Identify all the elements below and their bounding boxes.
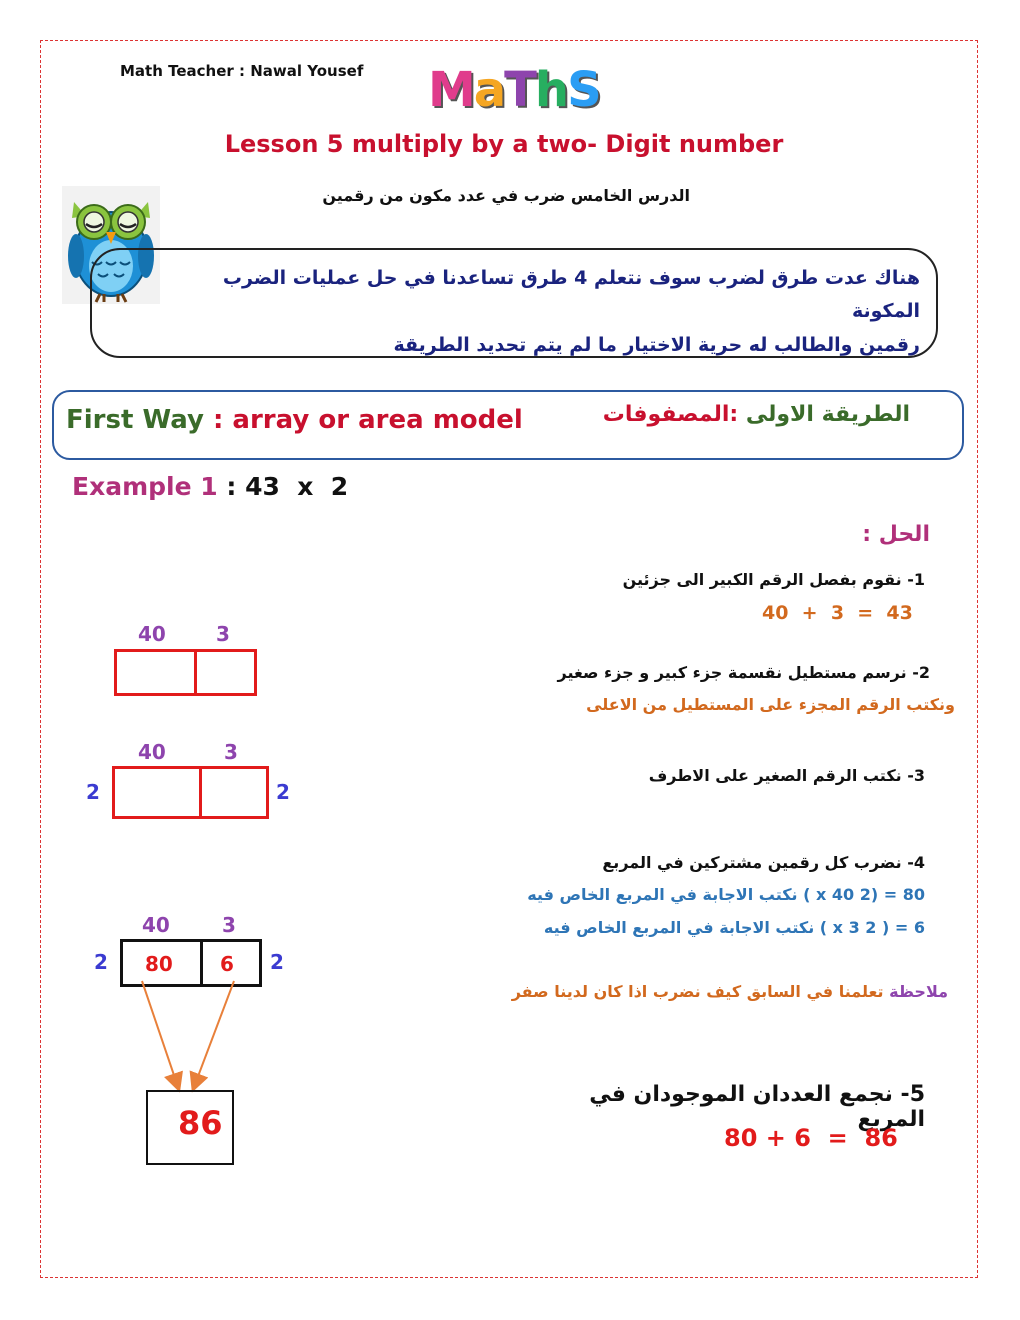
- diagram2-divider: [199, 766, 202, 819]
- step-3: 3- نكتب الرقم الصغير على الاطرف: [648, 766, 925, 785]
- diagram3-left-multiplier: 2: [94, 950, 108, 974]
- method-ar-name: :المصفوفات: [602, 402, 739, 427]
- method-ar: [560, 402, 910, 427]
- intro-line: رقمين والطالب له حرية الاختيار ما لم يتم تحديد الطريقة: [393, 333, 920, 356]
- diagram1-tens-label: 40: [138, 622, 166, 646]
- example-heading: [72, 472, 348, 501]
- method-en-name: array or area model: [232, 405, 523, 435]
- diagram2-ones-label: 3: [224, 740, 238, 764]
- diagram1-rectangle: [114, 649, 257, 696]
- lesson-subtitle-ar: الدرس الخامس ضرب في عدد مكون من رقمين: [322, 186, 690, 205]
- diagram3-ones-label: 3: [222, 913, 236, 937]
- diagram1-divider: [194, 649, 197, 696]
- note-label: ملاحظة: [889, 982, 948, 1001]
- solution-label: الحل :: [862, 522, 930, 547]
- step-4-line-b: 6 = ( 2 x 3 ) نكتب الاجابة في المربع الخاص فيه: [543, 918, 925, 937]
- diagram1-ones-label: 3: [216, 622, 230, 646]
- arrow-from-ones: [194, 981, 234, 1087]
- diagram3-product-tens: 80: [145, 952, 173, 976]
- logo-letter: h: [534, 62, 568, 118]
- arrow-from-tens: [142, 981, 178, 1087]
- lesson-title: Lesson 5 multiply by a two- Digit number: [224, 130, 784, 158]
- diagram2-left-multiplier: 2: [86, 780, 100, 804]
- logo-letter: M: [428, 62, 474, 118]
- note-text: تعلمنا في السابق كيف نضرب اذا كان لدينا صفر: [511, 982, 890, 1001]
- diagram3-product-ones: 6: [220, 952, 234, 976]
- diagram3-tens-label: 40: [142, 913, 170, 937]
- example-label: Example 1: [72, 472, 218, 501]
- method-en-sep: :: [203, 405, 233, 435]
- step-2: 2- نرسم مستطيل نقسمة جزء كبير و جزء صغير: [557, 663, 930, 682]
- step-4: 4- نضرب كل رقمين مشتركين في المربع: [602, 853, 925, 872]
- method-ar-label: الطريقة الاولى: [745, 402, 910, 427]
- sum-arrows: [130, 975, 250, 1100]
- step-5-equation: 80 + 6 = 86: [724, 1124, 898, 1152]
- logo-letter: a: [473, 62, 505, 118]
- step-2-detail: ونكتب الرقم المجزء على المستطيل من الاعلى: [586, 695, 955, 714]
- step-4-line-a: 80 = (2 x 40 ) نكتب الاجابة في المربع الخاص فيه: [527, 885, 925, 904]
- method-en: [66, 405, 523, 435]
- step-5: 5- نجمع العددان الموجودان في المربع: [589, 1082, 925, 1132]
- diagram2-right-multiplier: 2: [276, 780, 290, 804]
- step-1: 1- نقوم بفصل الرقم الكبير الى جزئين: [622, 570, 925, 589]
- maths-logo: [428, 62, 600, 118]
- note: [460, 982, 948, 1001]
- diagram3-right-multiplier: 2: [270, 950, 284, 974]
- intro-text: [180, 262, 920, 362]
- teacher-name: Math Teacher : Nawal Yousef: [120, 62, 364, 80]
- method-en-label: First Way: [66, 405, 204, 435]
- logo-letter: S: [567, 62, 600, 118]
- logo-letter: T: [504, 62, 535, 118]
- result-value: 86: [178, 1104, 223, 1142]
- diagram2-tens-label: 40: [138, 740, 166, 764]
- example-problem: 43 x 2: [245, 472, 349, 501]
- diagram2-rectangle: [112, 766, 269, 819]
- step-1-equation: 40 + 3 = 43: [762, 602, 913, 624]
- example-sep: :: [217, 472, 246, 501]
- intro-line: هناك عدت طرق لضرب سوف نتعلم 4 طرق تساعدنا في حل عمليات الضرب المكونة: [222, 267, 920, 323]
